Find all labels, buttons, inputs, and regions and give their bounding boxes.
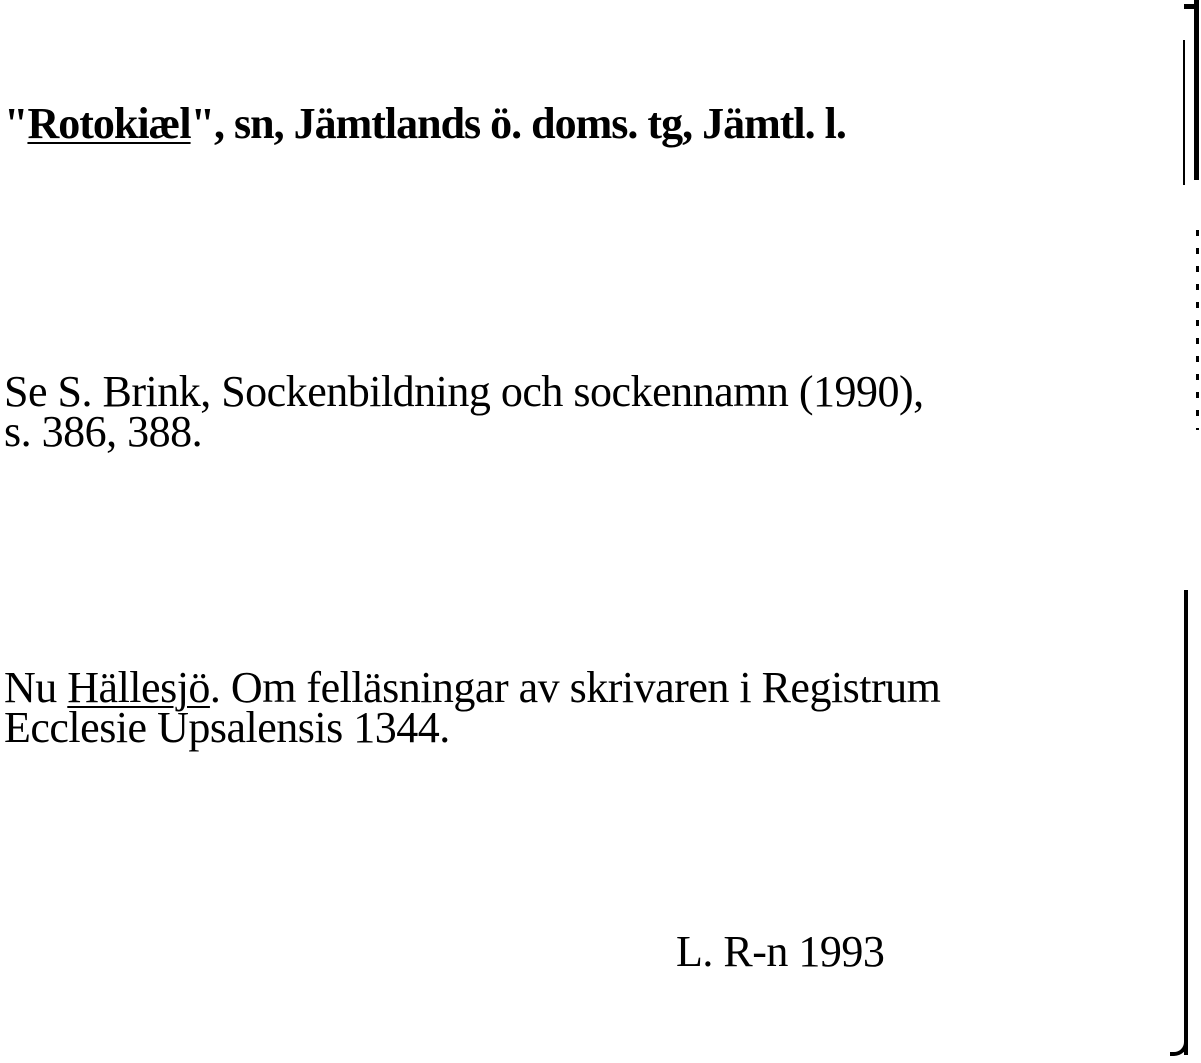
scan-edge-bottom-vertical bbox=[1184, 590, 1188, 1055]
note-line-2: Ecclesie Upsalensis 1344. bbox=[4, 703, 450, 752]
headword-line bbox=[4, 99, 846, 148]
scan-edge-top-tick bbox=[1184, 4, 1198, 9]
scan-edge-top-thin bbox=[1183, 40, 1185, 185]
reference-line-1: Se S. Brink, Sockenbildning och sockennamn (1990), bbox=[4, 367, 924, 416]
headword-description: ", sn, Jämtlands ö. doms. tg, Jämtl. l. bbox=[190, 99, 846, 148]
scan-edge-top bbox=[1182, 0, 1201, 190]
headword-name: Rotokiæl bbox=[27, 99, 191, 148]
scan-edge-bottom bbox=[1170, 590, 1201, 1063]
signature: L. R-n 1993 bbox=[676, 927, 885, 976]
note-modern-name: Hällesjö bbox=[67, 663, 210, 712]
headword-quote-open: " bbox=[4, 99, 28, 148]
note-line-1-rest: . Om felläsningar av skrivaren i Registrum bbox=[209, 663, 941, 712]
note-prefix: Nu bbox=[4, 663, 68, 712]
reference-line-2: s. 386, 388. bbox=[4, 407, 203, 456]
note-line-1 bbox=[4, 663, 941, 712]
scan-edge-top-vertical bbox=[1194, 0, 1199, 180]
scan-edge-middle bbox=[1196, 230, 1199, 430]
